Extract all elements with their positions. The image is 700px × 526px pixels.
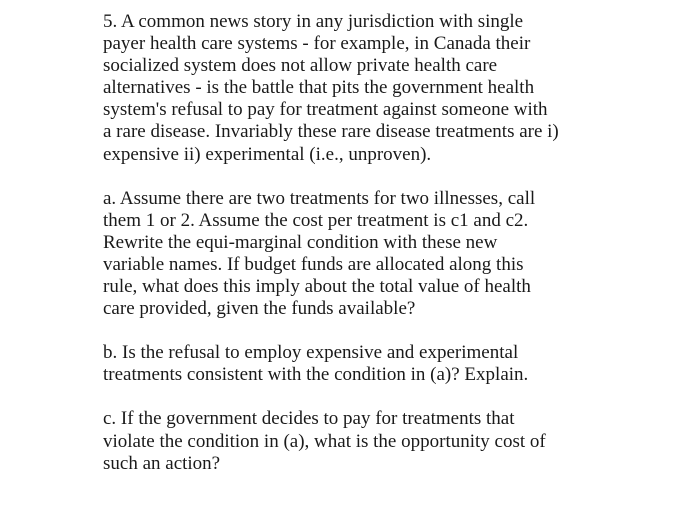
question-intro (103, 11, 559, 166)
text-line: care provided, given the funds available? (103, 298, 416, 320)
text-line: such an action? (103, 452, 221, 474)
question-document (103, 11, 559, 497)
text-line: them 1 or 2. Assume the cost per treatment is c1 and c2. (103, 209, 529, 231)
text-line: variable names. If budget funds are allocated along this (103, 253, 524, 275)
question-part-b (103, 342, 559, 386)
text-line: b. Is the refusal to employ expensive and experimental (103, 342, 519, 364)
text-line: rule, what does this imply about the total value of health (103, 276, 531, 298)
text-line: a rare disease. Invariably these rare disease treatments are i) (103, 121, 559, 143)
text-line: a. Assume there are two treatments for two illnesses, call (103, 187, 536, 209)
text-line: violate the condition in (a), what is the opportunity cost of (103, 430, 546, 452)
text-line: socialized system does not allow private health care (103, 55, 498, 77)
text-line: c. If the government decides to pay for treatments that (103, 408, 515, 430)
text-line: Rewrite the equi-marginal condition with these new (103, 231, 498, 253)
text-line: treatments consistent with the condition in (a)? Explain. (103, 364, 529, 386)
question-part-c (103, 408, 559, 474)
text-line: system's refusal to pay for treatment against someone with (103, 99, 548, 121)
text-line: 5. A common news story in any jurisdiction with single (103, 11, 524, 32)
question-part-a (103, 188, 559, 321)
text-line: expensive ii) experimental (i.e., unproven). (103, 143, 432, 165)
text-line: payer health care systems - for example, in Canada their (103, 33, 531, 55)
text-line: alternatives - is the battle that pits the government health (103, 77, 535, 99)
